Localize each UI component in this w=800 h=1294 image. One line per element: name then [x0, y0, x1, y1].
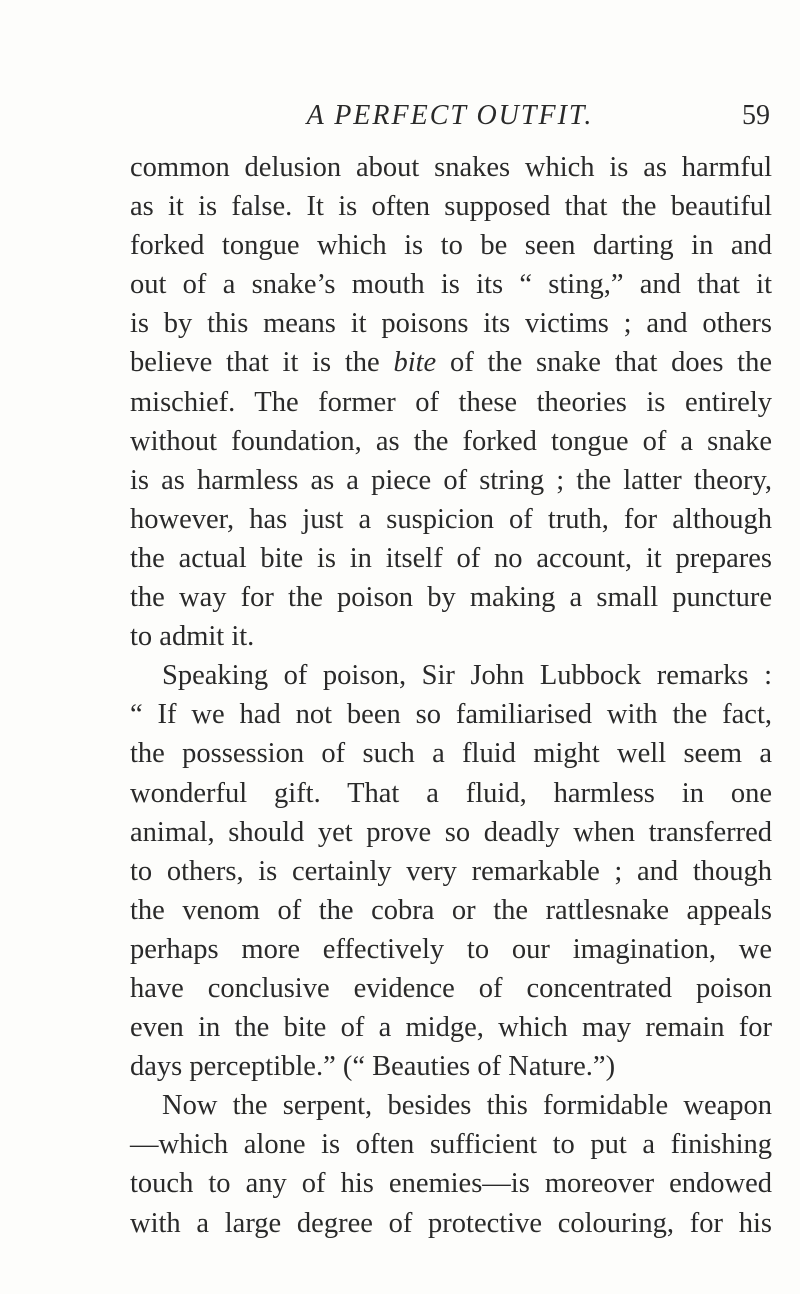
text-line: wonderful gift. That a fluid, harmless in one — [130, 777, 772, 809]
page-number: 59 — [742, 100, 770, 131]
text-line: Now the serpent, besides this formidable weapon — [162, 1090, 772, 1122]
text-line: common delusion about snakes which is as harmful — [130, 152, 772, 183]
body-text — [130, 148, 772, 1243]
text-line: “ If we had not been so familiarised with the fact, — [130, 699, 772, 731]
text-segment: believe that it is the — [130, 347, 394, 379]
text-line: perhaps more effectively to our imagination, we — [130, 933, 772, 965]
text-line: is as harmless as a piece of string ; the latter theory, — [130, 464, 772, 496]
text-line: however, has just a suspicion of truth, for although — [130, 503, 772, 535]
text-line: forked tongue which is to be seen darting in and — [130, 230, 772, 262]
text-line: out of a snake’s mouth is its “ sting,” and that it — [130, 269, 772, 301]
text-line: mischief. The former of these theories is entirely — [130, 386, 772, 418]
text-line: the possession of such a fluid might well seem a — [130, 738, 772, 770]
text-line: the venom of the cobra or the rattlesnake appeals — [130, 894, 772, 926]
text-line: animal, should yet prove so deadly when transferred — [130, 816, 772, 848]
text-line: to admit it. — [130, 621, 255, 653]
text-line: without foundation, as the forked tongue of a snake — [130, 425, 772, 457]
text-line: with a large degree of protective colouring, for his — [130, 1207, 772, 1239]
running-title: A PERFECT OUTFIT. — [306, 100, 594, 131]
text-line: even in the bite of a midge, which may remain for — [130, 1012, 772, 1044]
text-line: Speaking of poison, Sir John Lubbock remarks : — [162, 660, 772, 692]
text-line: as it is false. It is often supposed that the beautiful — [130, 191, 772, 223]
text-line: to others, is certainly very remarkable ; and though — [130, 855, 772, 887]
text-line: have conclusive evidence of concentrated poison — [130, 972, 772, 1004]
text-line: touch to any of his enemies—is moreover endowed — [130, 1168, 772, 1200]
text-line: the actual bite is in itself of no account, it prepares — [130, 542, 772, 574]
italic-word: bite — [393, 347, 437, 379]
text-segment: of the snake that does the — [436, 347, 772, 379]
text-line — [130, 343, 772, 382]
running-head — [130, 100, 770, 140]
text-line: the way for the poison by making a small puncture — [130, 582, 772, 614]
text-line: is by this means it poisons its victims ; and others — [130, 308, 772, 340]
text-line: days perceptible.” (“ Beauties of Nature.”) — [130, 1051, 616, 1083]
text-line: —which alone is often sufficient to put a finishing — [130, 1129, 772, 1161]
